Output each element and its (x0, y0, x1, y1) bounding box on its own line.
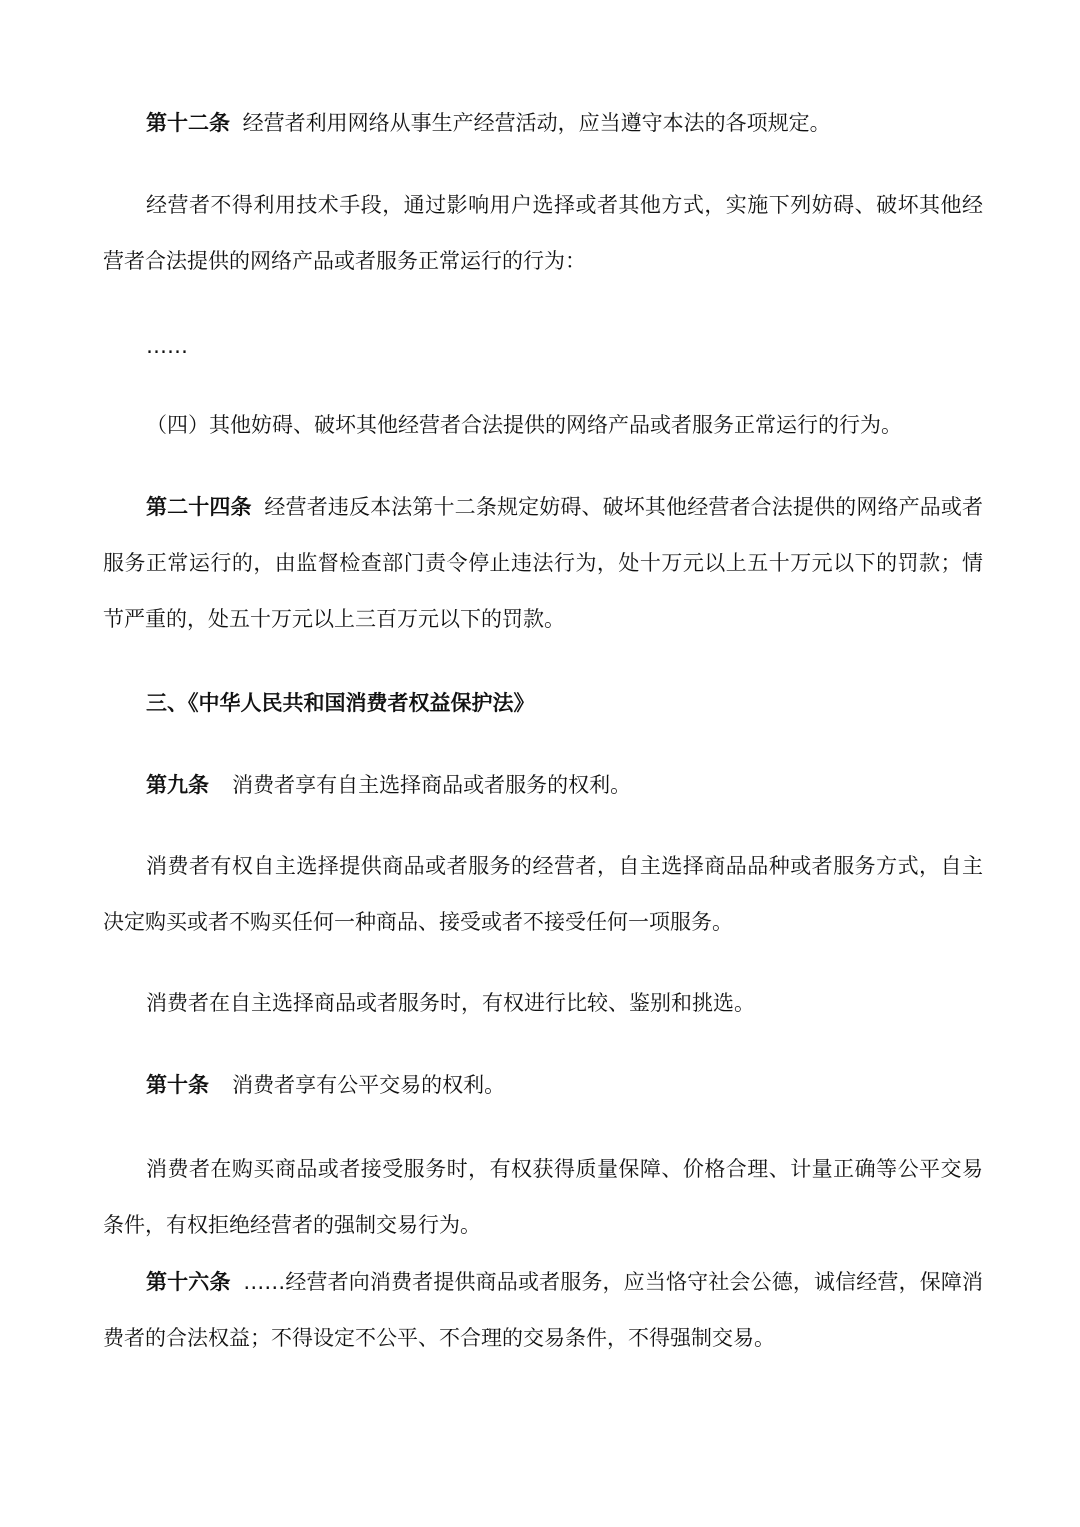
article-10-text: 消费者享有公平交易的权利。 (232, 1073, 506, 1097)
article-9-clause-2 (103, 838, 983, 950)
article-12-paragraph (103, 95, 983, 151)
article-16-text: ……经营者向消费者提供商品或者服务，应当恪守社会公德，诚信经营，保障消费者的合法权益；不得设定不公平、不合理的交易条件，不得强制交易。 (103, 1270, 984, 1350)
article-10-clause-2 (103, 1141, 983, 1253)
article-24-text: 经营者违反本法第十二条规定妨碍、破坏其他经营者合法提供的网络产品或者服务正常运行的，由监督检查部门责令停止违法行为，处十万元以上五十万元以下的罚款；情节严重的，处五十万元以上三百万元以下的罚款。 (103, 495, 984, 631)
article-9-heading: 第九条 (146, 773, 209, 797)
article-12-heading: 第十二条 (146, 111, 230, 135)
section-3-heading: 三、《中华人民共和国消费者权益保护法》 (146, 691, 535, 715)
article-10-clause-2-text: 消费者在购买商品或者接受服务时，有权获得质量保障、价格合理、计量正确等公平交易条件，有权拒绝经营者的强制交易行为。 (103, 1157, 983, 1237)
section-3-heading-paragraph (103, 675, 983, 731)
article-12-clause-2 (103, 177, 983, 289)
article-24-heading: 第二十四条 (146, 495, 252, 519)
article-24-paragraph (103, 479, 983, 647)
article-9-clause-3 (103, 975, 983, 1031)
item-4-paragraph (103, 397, 983, 453)
article-12-text: 经营者利用网络从事生产经营活动，应当遵守本法的各项规定。 (242, 111, 831, 135)
article-16-heading: 第十六条 (146, 1270, 231, 1294)
article-9-text: 消费者享有自主选择商品或者服务的权利。 (232, 773, 632, 797)
article-9-paragraph (103, 757, 983, 813)
item-4-text: （四）其他妨碍、破坏其他经营者合法提供的网络产品或者服务正常运行的行为。 (146, 413, 902, 437)
article-9-clause-3-text: 消费者在自主选择商品或者服务时，有权进行比较、鉴别和挑选。 (146, 991, 755, 1015)
article-10-paragraph (103, 1057, 983, 1113)
article-12-clause-2-text: 经营者不得利用技术手段，通过影响用户选择或者其他方式，实施下列妨碍、破坏其他经营者合法提供的网络产品或者服务正常运行的行为： (103, 193, 983, 273)
ellipsis-text: …… (146, 334, 188, 358)
article-16-paragraph (103, 1254, 983, 1366)
article-10-heading: 第十条 (146, 1073, 209, 1097)
ellipsis-paragraph (103, 318, 983, 374)
article-9-clause-2-text: 消费者有权自主选择提供商品或者服务的经营者，自主选择商品品种或者服务方式，自主决定购买或者不购买任何一种商品、接受或者不接受任何一项服务。 (103, 854, 983, 934)
